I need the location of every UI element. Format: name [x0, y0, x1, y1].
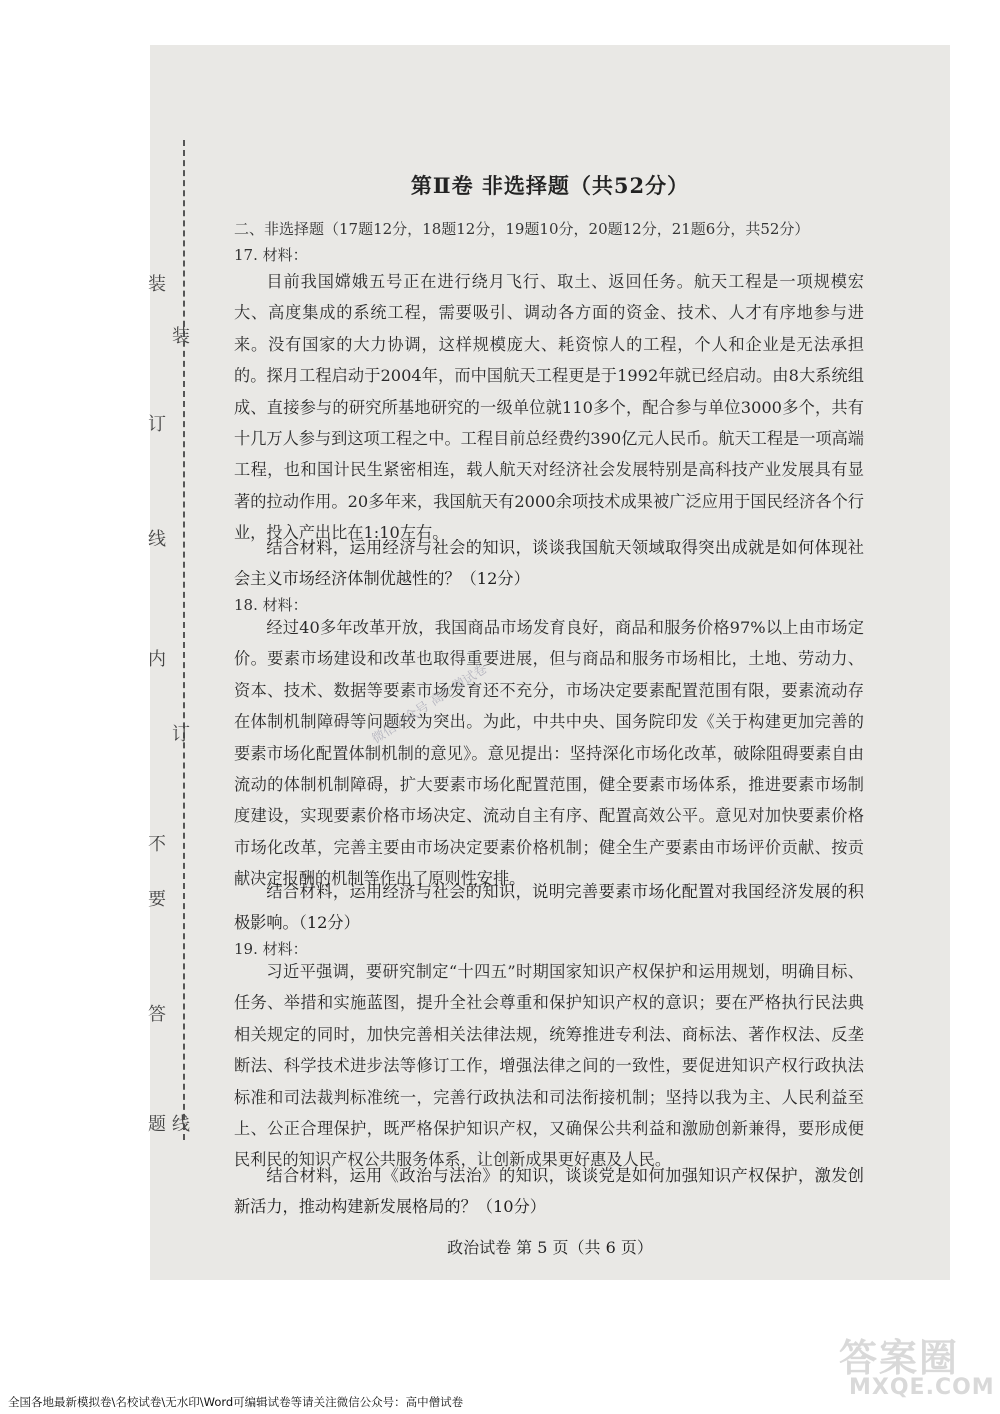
question-19-label: 19. 材料： — [234, 940, 308, 958]
margin-char: 装 — [148, 274, 166, 295]
margin-char: 内 — [148, 649, 166, 670]
watermark-url-text: MXQE.COM — [849, 1375, 995, 1400]
question-17-label: 17. 材料： — [234, 246, 308, 264]
margin-char: 线 — [172, 1114, 190, 1135]
margin-char: 装 — [172, 326, 190, 347]
page-title: 第Ⅱ卷 非选择题（共52分） — [410, 173, 690, 198]
question-19-task: 结合材料，运用《政治与法治》的知识，谈谈党是如何加强知识产权保护，激发创新活力，推动构建新发展格局的？（10分） — [234, 1166, 864, 1217]
margin-char: 订 — [148, 414, 166, 435]
margin-char: 不 — [148, 834, 166, 855]
page-footer: 政治试卷 第 5 页（共 6 页） — [447, 1238, 653, 1257]
question-18-material: 经过40多年改革开放，我国商品市场发育良好，商品和服务价格97%以上由市场定价。要素市场建设和改革也取得重要进展，但与商品和服务市场相比，土地、劳动力、资本、技术、数据等要素市场发育还不充分，市场决定要素配置范围有限，要素流动存在体制机制障碍等问题较为突出。为此，中共中央、国务院印发《关于构建更加完善的要素市场化配置体制机制的意见》。意见提出：坚持深化市场化改革，破除阻碍要素自由流动的体制机制障碍，扩大要素市场化配置范围，健全要素市场体系，推进要素市场制度建设，实现要素价格市场决定、流动自主有序、配置高效公平。意见对加快要素价格市场化改革，完善主要由市场决定要素价格机制；健全生产要素由市场评价贡献、按贡献决定报酬的机制等作出了原则性安排。 — [234, 618, 864, 889]
margin-char: 要 — [148, 889, 166, 910]
question-19-material: 习近平强调，要研究制定“十四五”时期国家知识产权保护和运用规划，明确目标、任务、举措和实施蓝图，提升全社会尊重和保护知识产权的意识；要在严格执行民法典相关规定的同时，加快完善相关法律法规，统筹推进专利法、商标法、著作权法、反垄断法、科学技术进步法等修订工作，增强法律之间的一致性，要促进知识产权行政执法标准和司法裁判标准统一，完善行政执法和司法衔接机制；坚持以我为主、人民利益至上、公正合理保护，既严格保护知识产权，又确保公共利益和激励创新兼得，要形成便民利民的知识产权公共服务体系，让创新成果更好惠及人民。 — [234, 962, 864, 1170]
question-18-label: 18. 材料： — [234, 596, 308, 614]
question-17-material: 目前我国嫦娥五号正在进行绕月飞行、取土、返回任务。航天工程是一项规模宏大、高度集成的系统工程，需要吸引、调动各方面的资金、技术、人才有序地参与进来。没有国家的大力协调，这样规模庞大、耗资惊人的工程，个人和企业是无法承担的。探月工程启动于2004年，而中国航天工程更是于1992年就已经启动。由8大系统组成、直接参与的研究所基地研究的一级单位就110多个，配合参与单位3000多个，共有十几万人参与到这项工程之中。工程目前总经费约390亿元人民币。航天工程是一项高端工程，也和国计民生紧密相连，载人航天对经济社会发展特别是高科技产业发展具有显著的拉动作用。20多年来，我国航天有2000余项技术成果被广泛应用于国民经济各个行业，投入产出比在1:10左右。 — [234, 272, 864, 543]
bottom-notice: 全国各地最新模拟卷\名校试卷\无水印\Word可编辑试卷等请关注微信公众号：高中僧试卷 — [8, 1395, 464, 1409]
margin-char: 订 — [172, 724, 190, 745]
question-18-task: 结合材料，运用经济与社会的知识，说明完善要素市场化配置对我国经济发展的积极影响。（12分） — [234, 882, 864, 933]
margin-char: 线 — [148, 529, 166, 550]
faint-stamp: 微信公众号 高中僧试卷 — [369, 661, 491, 748]
site-watermark — [825, 1325, 995, 1405]
question-17-task: 结合材料，运用经济与社会的知识，谈谈我国航天领域取得突出成就是如何体现社会主义市场经济体制优越性的？（12分） — [234, 538, 864, 589]
binding-dashed-line — [183, 140, 185, 1140]
margin-char: 题 — [148, 1114, 166, 1135]
margin-char: 答 — [148, 1004, 166, 1025]
watermark-logo-text: 答案圈 — [839, 1336, 960, 1380]
section-heading: 二、非选择题（17题12分，18题12分，19题10分，20题12分，21题6分，共52分） — [234, 220, 810, 238]
